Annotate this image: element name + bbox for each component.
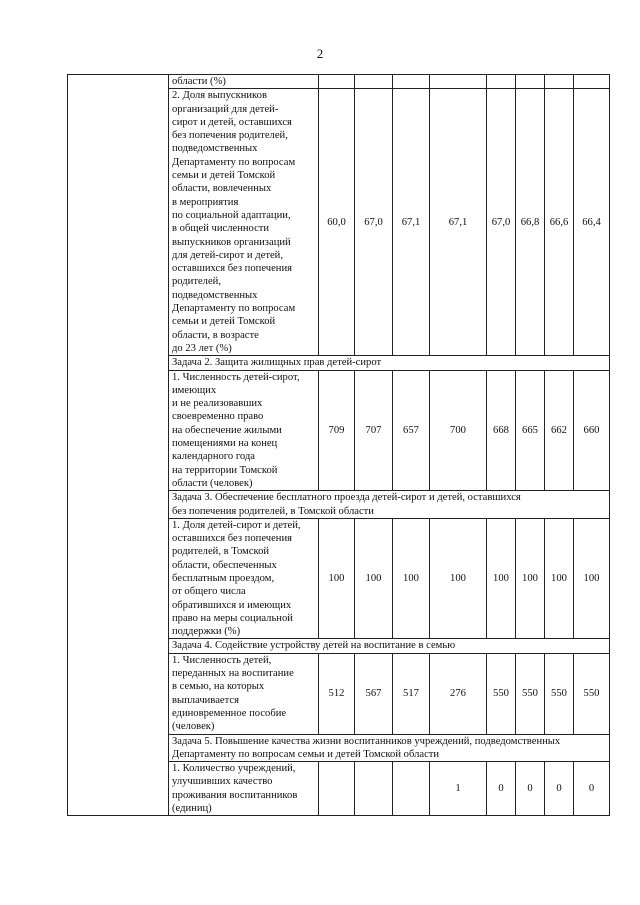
value-cell: 67,0 [487,89,516,356]
value-cell: 657 [393,370,430,491]
indicator-name: 1. Доля детей-сирот и детей, оставшихся без попечения родителей, в Томской области, обеспеченных бесплатным проездом, от общего числа обратившихся и имеющих право на меры социальной поддержки (%) [169,518,319,639]
value-cell: 66,4 [574,89,610,356]
value-cell: 707 [355,370,393,491]
indicator-name: 1. Количество учреждений, улучшивших качество проживания воспитанников (единиц) [169,762,319,816]
task-heading: Задача 3. Обеспечение бесплатного проезда детей-сирот и детей, оставшихся без попечения родителей, в Томской области [169,491,610,519]
value-cell: 1 [430,762,487,816]
value-cell: 550 [516,653,545,734]
value-cell: 100 [545,518,574,639]
value-cell: 665 [516,370,545,491]
value-cell: 550 [574,653,610,734]
value-cell [393,75,430,89]
value-cell: 67,0 [355,89,393,356]
value-cell: 100 [430,518,487,639]
value-cell: 100 [516,518,545,639]
value-cell: 668 [487,370,516,491]
value-cell: 700 [430,370,487,491]
value-cell [487,75,516,89]
value-cell: 0 [545,762,574,816]
value-cell: 67,1 [430,89,487,356]
value-cell: 66,8 [516,89,545,356]
value-cell: 567 [355,653,393,734]
value-cell: 276 [430,653,487,734]
value-cell [355,75,393,89]
page-number: 2 [316,46,324,61]
value-cell: 100 [319,518,355,639]
indicator-name: 1. Численность детей, переданных на воспитание в семью, на которых выплачивается единовременное пособие (человек) [169,653,319,734]
value-cell: 662 [545,370,574,491]
value-cell [319,762,355,816]
value-cell [545,75,574,89]
indicators-table [67,74,610,816]
value-cell [319,75,355,89]
value-cell [393,762,430,816]
value-cell: 0 [574,762,610,816]
value-cell: 100 [393,518,430,639]
value-cell [430,75,487,89]
value-cell: 100 [574,518,610,639]
task-heading: Задача 2. Защита жилищных прав детей-сирот [169,356,610,370]
value-cell: 550 [487,653,516,734]
task-heading: Задача 4. Содействие устройству детей на воспитание в семью [169,639,610,653]
table-body [68,75,610,816]
value-cell: 100 [487,518,516,639]
value-cell: 60,0 [319,89,355,356]
value-cell: 709 [319,370,355,491]
value-cell: 0 [487,762,516,816]
value-cell: 0 [516,762,545,816]
task-heading: Задача 5. Повышение качества жизни воспитанников учреждений, подведомственных Департаменту по вопросам семьи и детей Томской области [169,734,610,762]
value-cell: 517 [393,653,430,734]
table-row [68,75,610,89]
value-cell [516,75,545,89]
indicator-name: 2. Доля выпускников организаций для детей- сирот и детей, оставшихся без попечения родителей, подведомственных Департаменту по вопросам семьи и детей Томской области, вовлеченных в мероприятия по социальной адаптации, в общей численности выпускников организаций для детей-сирот и детей, оставшихся без попечения родителей, подведомственных Департаменту по вопросам семьи и детей Томской области, в возрасте до 23 лет (%) [169,89,319,356]
value-cell: 100 [355,518,393,639]
value-cell [355,762,393,816]
indicator-name: области (%) [169,75,319,89]
value-cell: 660 [574,370,610,491]
value-cell: 550 [545,653,574,734]
value-cell: 512 [319,653,355,734]
indicator-name: 1. Численность детей-сирот, имеющих и не реализовавших своевременно право на обеспечение жилыми помещениями на конец календарного года на территории Томской области (человек) [169,370,319,491]
value-cell: 66,6 [545,89,574,356]
value-cell [574,75,610,89]
program-name-cell [68,75,169,816]
value-cell: 67,1 [393,89,430,356]
